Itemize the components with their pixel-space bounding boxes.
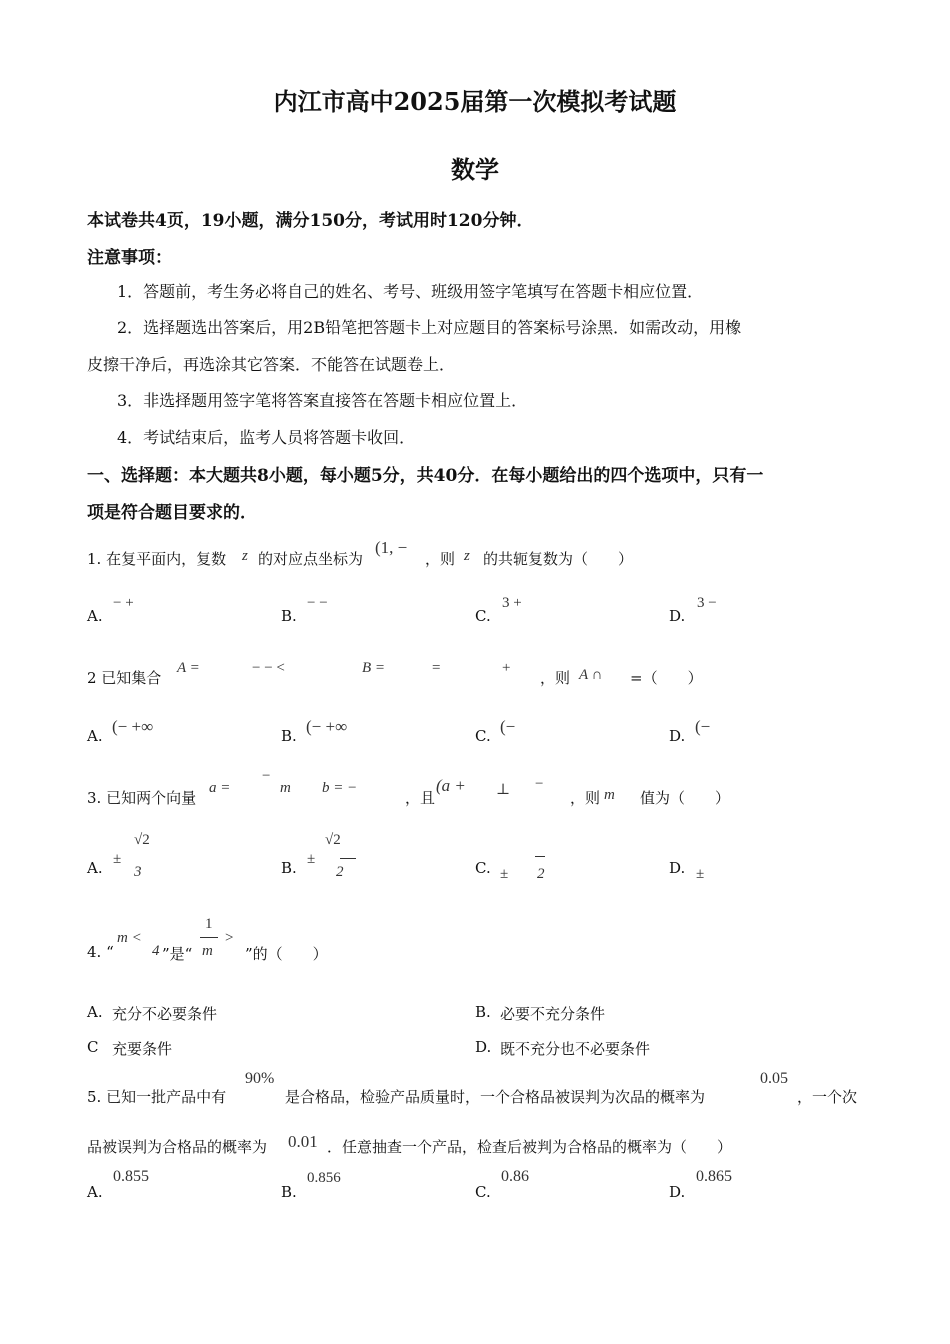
q5-option-b-value: 0.856 <box>307 1170 341 1186</box>
q3-option-b-den: 2 <box>336 864 344 880</box>
q4-option-c-label: C <box>87 1038 99 1056</box>
notice-heading: 注意事项： <box>87 248 172 268</box>
q1-var-z2: z <box>464 548 470 564</box>
q2-intersect: A ∩ <box>579 667 603 683</box>
q2-set-b-mid: = <box>432 660 441 676</box>
q1-coord: (1, − <box>375 538 408 557</box>
q1-option-a-math: − + <box>113 595 134 611</box>
q3-vec-a-mid: − <box>262 768 271 784</box>
q1-option-d-label: D. <box>669 607 686 625</box>
q4-option-c-text: 充要条件 <box>112 1040 173 1058</box>
q1-stem-d: 的共轭复数为（ ） <box>483 550 634 568</box>
q3-stem-a: 3. 已知两个向量 <box>87 789 197 807</box>
q2-option-c-label: C. <box>475 727 491 745</box>
q4-condition-2-gt: > <box>225 930 234 946</box>
q3-var-m: m <box>604 787 615 803</box>
q4-option-d-label: D. <box>475 1038 492 1056</box>
q5-option-c-value: 0.86 <box>501 1168 529 1185</box>
q1-option-b-label: B. <box>281 607 297 625</box>
q1-option-d-math: 3 − <box>697 595 717 611</box>
q2-option-d-label: D. <box>669 727 686 745</box>
q1-option-c-math: 3 + <box>502 595 522 611</box>
q5-option-b-label: B. <box>281 1183 297 1201</box>
q3-option-a-num: √2 <box>134 832 150 848</box>
q3-stem-c: ，则 <box>570 789 601 807</box>
q3-option-b-fraction-bar <box>340 858 356 859</box>
q3-option-b-num: √2 <box>325 832 341 848</box>
q5-stem-b: 是合格品，检验产品质量时，一个合格品被误判为次品的概率为 <box>285 1088 706 1106</box>
q5-option-d-value: 0.865 <box>696 1168 732 1185</box>
q3-stem-d: 值为（ ） <box>640 789 731 807</box>
q1-stem-b: 的对应点坐标为 <box>258 550 364 568</box>
q4-option-a-text: 充分不必要条件 <box>112 1005 218 1023</box>
q4-condition-1-den: 4 <box>152 943 160 959</box>
q2-option-c-math: (− <box>500 717 516 736</box>
q4-condition-2-fraction-bar <box>200 937 218 938</box>
q4-condition-1: m < <box>117 930 142 946</box>
q5-option-c-label: C. <box>475 1183 491 1201</box>
q4-stem-b: ”是“ <box>162 945 193 963</box>
q4-condition-2-den: m <box>202 943 213 959</box>
q2-stem-b: ，则 <box>540 669 571 687</box>
q3-option-d-label: D. <box>669 859 686 877</box>
q5-stem-a: 5. 已知一批产品中有 <box>87 1088 227 1106</box>
subject-title: 数学 <box>451 155 499 184</box>
q2-option-b-label: B. <box>281 727 297 745</box>
q3-option-a-den: 3 <box>134 864 142 880</box>
q2-option-a-label: A. <box>87 727 103 745</box>
q2-set-b-end: + <box>502 660 511 676</box>
q3-option-b-pm: ± <box>307 851 316 867</box>
q2-set-b: B = <box>362 660 386 676</box>
q3-option-c-fraction-bar <box>535 856 545 857</box>
q3-stem-b: ，且 <box>405 789 436 807</box>
q5-percent: 90% <box>245 1070 275 1087</box>
q4-option-a-label: A. <box>87 1003 103 1021</box>
section-heading-line1: 一、选择题：本大题共8小题，每小题5分，共40分．在每小题给出的四个选项中，只有一 <box>87 466 764 486</box>
q3-option-c-den: 2 <box>537 866 545 882</box>
q4-stem-c: ”的（ ） <box>245 945 328 963</box>
q5-stem-c: ，一个次 <box>797 1088 858 1106</box>
q3-condition-mid: ⊥ <box>496 782 511 798</box>
q4-option-d-text: 既不充分也不必要条件 <box>500 1040 651 1058</box>
q3-option-a-label: A. <box>87 859 103 877</box>
q1-option-c-label: C. <box>475 607 491 625</box>
note-1: 1．答题前，考生务必将自己的姓名、考号、班级用签字笔填写在答题卡相应位置． <box>117 282 704 301</box>
q4-option-b-label: B. <box>475 1003 491 1021</box>
q5-prob-2: 0.01 <box>288 1132 318 1151</box>
exam-summary: 本试卷共4页，19小题，满分150分，考试用时120分钟． <box>87 211 534 231</box>
exam-title: 内江市高中2025届第一次模拟考试题 <box>273 87 677 116</box>
q3-option-d-pm: ± <box>696 866 705 882</box>
q3-vec-b: b = − <box>322 780 358 796</box>
note-3: 3．非选择题用签字笔将答案直接答在答题卡相应位置上． <box>117 391 528 410</box>
q3-option-a-pm: ± <box>113 851 122 867</box>
q4-stem-a: 4. “ <box>87 943 114 961</box>
q1-stem-c: ，则 <box>425 550 456 568</box>
q3-vec-a-m: m <box>280 780 291 796</box>
q1-option-a-label: A. <box>87 607 103 625</box>
q2-option-d-math: (− <box>695 717 711 736</box>
note-2: 2．选择题选出答案后，用2B铅笔把答题卡上对应题目的答案标号涂黑．如需改动，用橡 <box>117 318 742 337</box>
note-4: 4．考试结束后，监考人员将答题卡收回． <box>117 428 416 447</box>
q3-condition: (a + <box>436 776 466 795</box>
q2-option-b-math: (− +∞ <box>306 717 348 736</box>
q3-option-b-label: B. <box>281 859 297 877</box>
section-heading-line2: 项是符合题目要求的． <box>87 503 257 523</box>
q5-stem-d: 品被误判为合格品的概率为 <box>87 1138 268 1156</box>
q5-option-a-label: A. <box>87 1183 103 1201</box>
note-2-continued: 皮擦干净后，再选涂其它答案．不能答在试题卷上． <box>87 355 456 374</box>
q1-option-b-math: − − <box>307 595 328 611</box>
q3-option-c-pm: ± <box>500 866 509 882</box>
q5-prob-1: 0.05 <box>760 1070 788 1087</box>
q2-stem-a: 2 已知集合 <box>87 669 162 687</box>
q2-stem-c: =（ ） <box>630 669 703 687</box>
q3-vec-a: a = <box>209 780 231 796</box>
q2-option-a-math: (− +∞ <box>112 717 154 736</box>
q3-option-c-label: C. <box>475 859 491 877</box>
q2-set-a: A = <box>177 660 200 676</box>
q4-condition-2-num: 1 <box>205 916 213 932</box>
q5-option-d-label: D. <box>669 1183 686 1201</box>
q3-condition-end: − <box>535 776 544 792</box>
q5-option-a-value: 0.855 <box>113 1168 149 1185</box>
q5-stem-e: ．任意抽查一个产品，检查后被判为合格品的概率为（ ） <box>327 1138 733 1156</box>
q1-stem-a: 1. 在复平面内，复数 <box>87 550 227 568</box>
q1-var-z: z <box>242 548 248 564</box>
q4-option-b-text: 必要不充分条件 <box>500 1005 606 1023</box>
q2-set-a-mid: − − < <box>252 660 285 676</box>
